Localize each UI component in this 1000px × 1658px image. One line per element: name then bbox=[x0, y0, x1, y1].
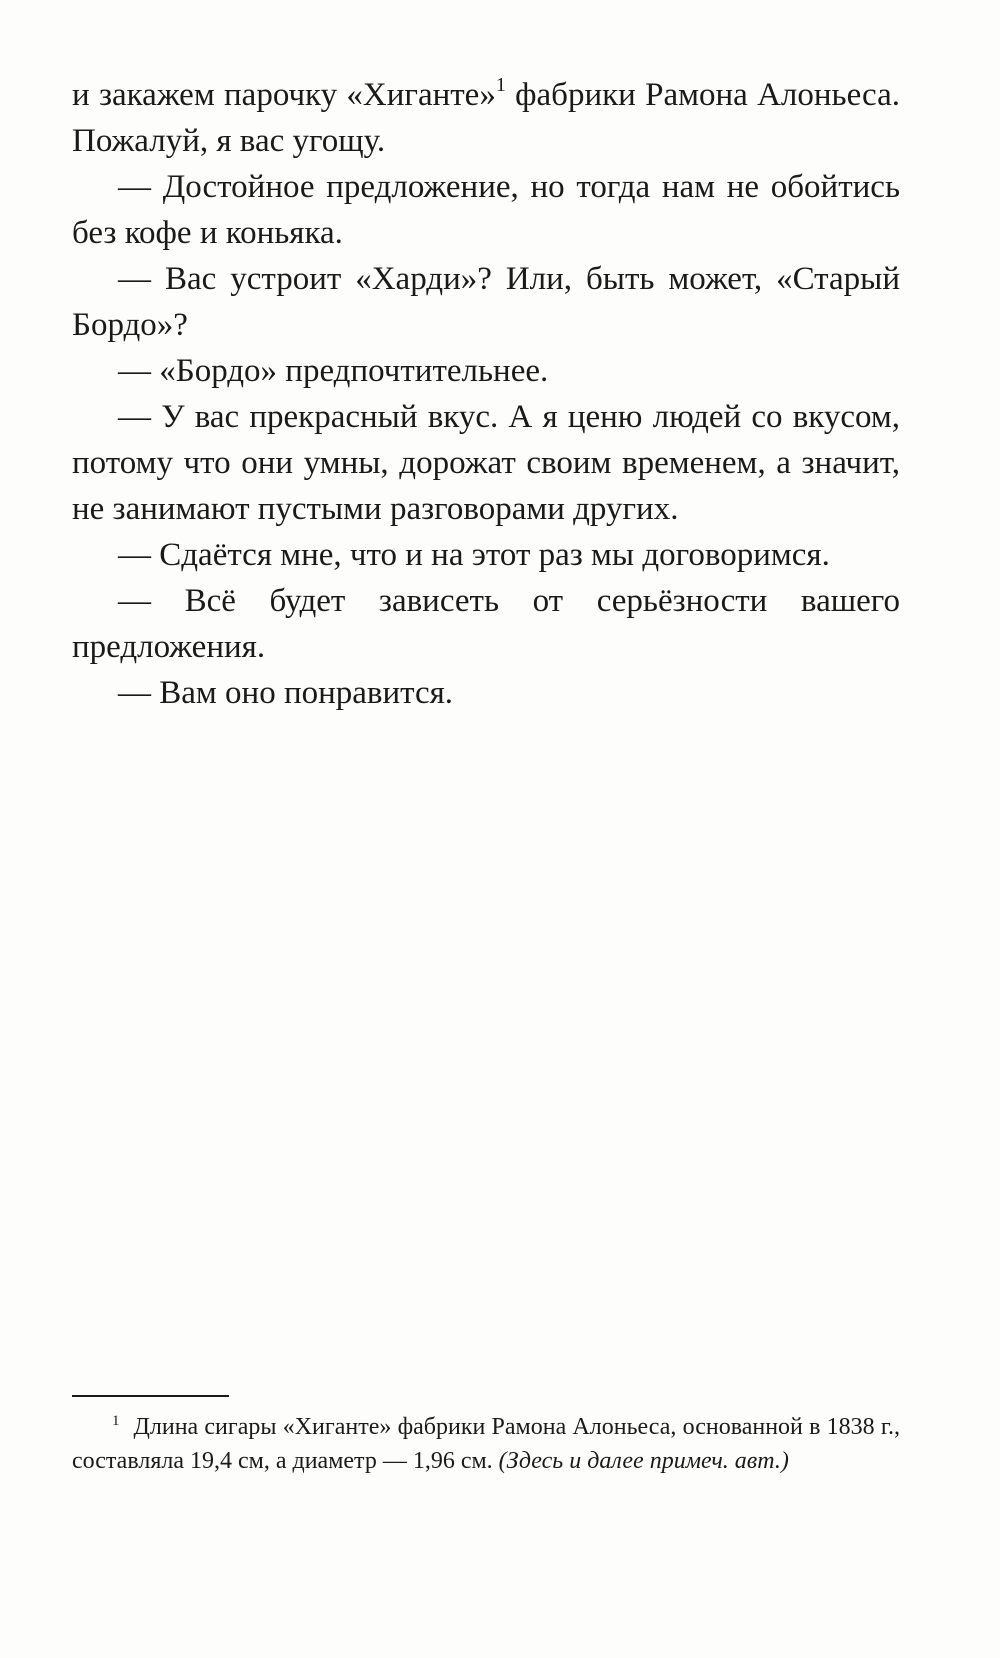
footnote bbox=[72, 1410, 900, 1478]
paragraph-3: — Вас устроит «Харди»? Или, быть может, «Старый Бордо»? bbox=[72, 261, 900, 343]
paragraph-7: — Всё будет зависеть от серьёзности вашего предложения. bbox=[72, 583, 900, 665]
main-text bbox=[72, 72, 900, 716]
footnote-note: (Здесь и далее примеч. авт.) bbox=[498, 1448, 789, 1474]
paragraph-1-start: и закажем парочку «Хиганте» bbox=[72, 77, 496, 113]
paragraph-2: — Достойное предложение, но тогда нам не обойтись без кофе и коньяка. bbox=[72, 169, 900, 251]
footnote-divider bbox=[72, 1395, 229, 1397]
footnote-reference: 1 bbox=[495, 74, 506, 96]
paragraph-6: — Сдаётся мне, что и на этот раз мы договоримся. bbox=[118, 537, 830, 573]
footnote-mark: 1 bbox=[112, 1413, 120, 1429]
paragraph-1-end: фабрики Рамона Алоньеса. Пожалуй, я вас угощу. bbox=[72, 77, 900, 159]
footnote-text: Длина сигары «Хиганте» фабрики Рамона Алоньеса, основанной в 1838 г., составляла 19,4 см, а диаметр — 1,96 см. bbox=[72, 1414, 900, 1474]
paragraph-5: — У вас прекрасный вкус. А я ценю людей со вкусом, потому что они умны, дорожат своим временем, а значит, не занимают пустыми разговорами других. bbox=[72, 399, 900, 527]
paragraph-4: — «Бордо» предпочтительнее. bbox=[118, 353, 549, 389]
paragraph-8: — Вам оно понравится. bbox=[118, 675, 454, 711]
paragraph-1 bbox=[72, 72, 900, 164]
